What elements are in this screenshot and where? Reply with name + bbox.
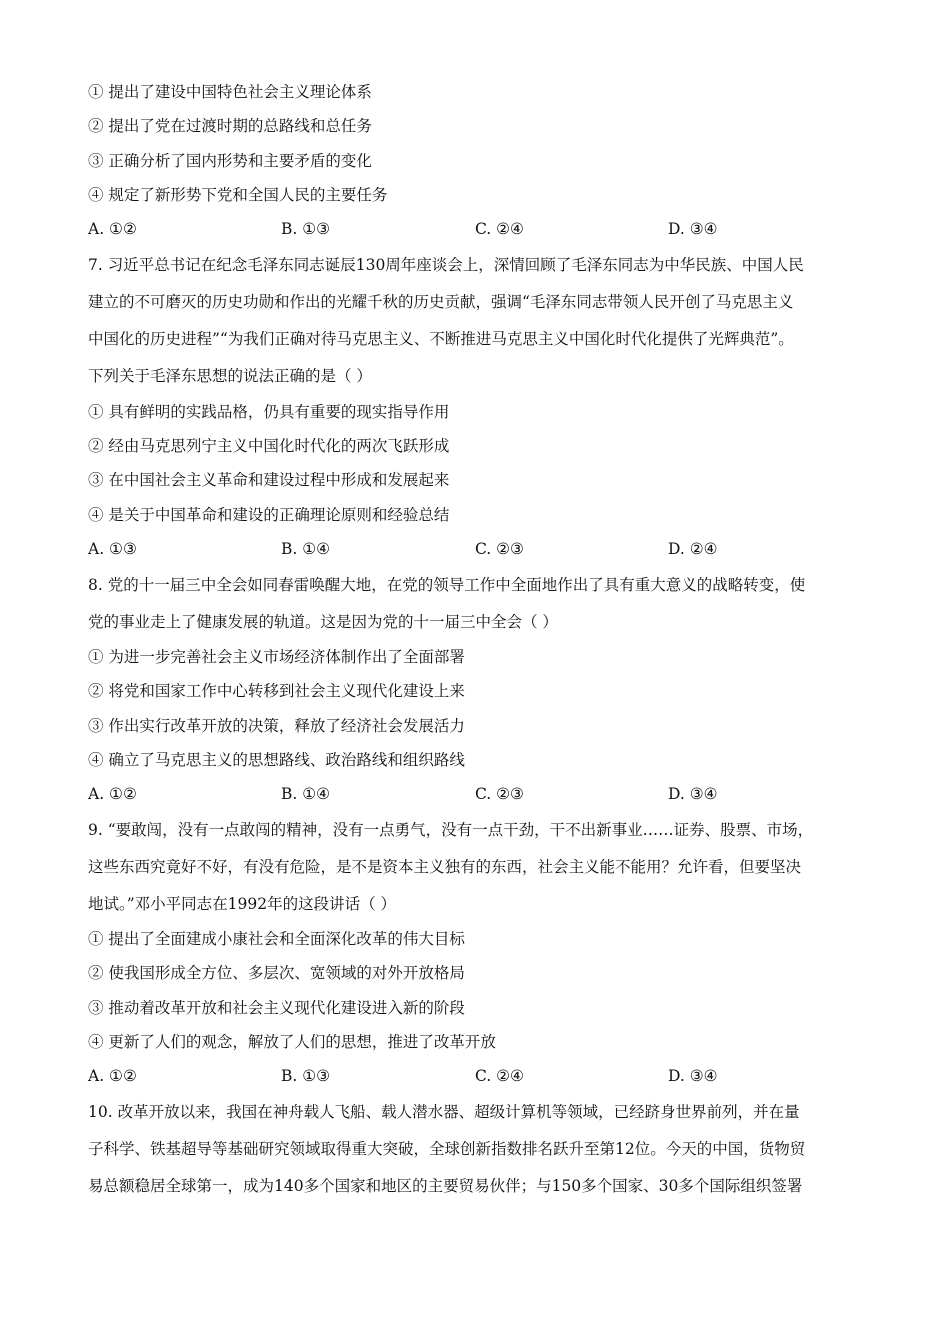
q9-stem-line-1: 9. “要敢闯，没有一点敢闯的精神，没有一点勇气，没有一点干劲，干不出新事业……证券、股票、市场，: [88, 821, 814, 839]
q7-item-1: ① 具有鲜明的实践品格，仍具有重要的现实指导作用: [88, 403, 450, 421]
q8-stem-line-1: 8. 党的十一届三中全会如同春雷唤醒大地，在党的领导工作中全面地作出了具有重大意义的战略转变，使: [88, 576, 806, 594]
q6-option-a[interactable]: A. ①②: [88, 220, 137, 238]
q6-item-2: ② 提出了党在过渡时期的总路线和总任务: [88, 117, 372, 135]
q7-option-d[interactable]: D. ②④: [668, 540, 718, 558]
q7-item-3: ③ 在中国社会主义革命和建设过程中形成和发展起来: [88, 471, 450, 489]
q7-option-a[interactable]: A. ①③: [88, 540, 137, 558]
q8-option-a[interactable]: A. ①②: [88, 785, 137, 803]
q9-option-b[interactable]: B. ①③: [281, 1067, 331, 1085]
q6-option-b[interactable]: B. ①③: [281, 220, 331, 238]
q7-option-c[interactable]: C. ②③: [475, 540, 524, 558]
q8-option-d[interactable]: D. ③④: [668, 785, 718, 803]
q6-option-d[interactable]: D. ③④: [668, 220, 718, 238]
q8-item-2: ② 将党和国家工作中心转移到社会主义现代化建设上来: [88, 682, 465, 700]
q9-stem-line-3: 地试。”邓小平同志在1992年的这段讲话（ ）: [88, 895, 397, 913]
q9-item-3: ③ 推动着改革开放和社会主义现代化建设进入新的阶段: [88, 999, 465, 1017]
q8-item-1: ① 为进一步完善社会主义市场经济体制作出了全面部署: [88, 648, 465, 666]
q8-item-3: ③ 作出实行改革开放的决策，释放了经济社会发展活力: [88, 717, 465, 735]
q8-stem-line-2: 党的事业走上了健康发展的轨道。这是因为党的十一届三中全会（ ）: [88, 613, 558, 631]
q8-item-4: ④ 确立了马克思主义的思想路线、政治路线和组织路线: [88, 751, 465, 769]
q7-stem-line-1: 7. 习近平总书记在纪念毛泽东同志诞辰130周年座谈会上，深情回顾了毛泽东同志为中华民族、中国人民: [88, 256, 804, 274]
q7-option-b[interactable]: B. ①④: [281, 540, 331, 558]
q9-item-4: ④ 更新了人们的观念，解放了人们的思想，推进了改革开放: [88, 1033, 496, 1051]
q7-item-2: ② 经由马克思列宁主义中国化时代化的两次飞跃形成: [88, 437, 450, 455]
q6-item-3: ③ 正确分析了国内形势和主要矛盾的变化: [88, 152, 372, 170]
q7-stem-line-3: 中国化的历史进程”“为我们正确对待马克思主义、不断推进马克思主义中国化时代化提供了光辉典范”。: [88, 330, 794, 348]
q9-option-a[interactable]: A. ①②: [88, 1067, 137, 1085]
q9-option-d[interactable]: D. ③④: [668, 1067, 718, 1085]
q8-option-c[interactable]: C. ②③: [475, 785, 524, 803]
q7-stem-line-4: 下列关于毛泽东思想的说法正确的是（ ）: [88, 367, 372, 385]
q7-item-4: ④ 是关于中国革命和建设的正确理论原则和经验总结: [88, 506, 450, 524]
q6-item-1: ① 提出了建设中国特色社会主义理论体系: [88, 83, 372, 101]
q10-stem-line-1: 10. 改革开放以来，我国在神舟载人飞船、载人潜水器、超级计算机等领域，已经跻身世界前列，并在量: [88, 1103, 800, 1121]
q10-stem-line-2: 子科学、铁基超导等基础研究领域取得重大突破，全球创新指数排名跃升至第12位。今天的中国，货物贸: [88, 1140, 806, 1158]
q9-item-1: ① 提出了全面建成小康社会和全面深化改革的伟大目标: [88, 930, 465, 948]
q9-option-c[interactable]: C. ②④: [475, 1067, 524, 1085]
q6-item-4: ④ 规定了新形势下党和全国人民的主要任务: [88, 186, 388, 204]
q10-stem-line-3: 易总额稳居全球第一，成为140多个国家和地区的主要贸易伙伴；与150多个国家、30多个国际组织签署: [88, 1177, 803, 1195]
q9-item-2: ② 使我国形成全方位、多层次、宽领域的对外开放格局: [88, 964, 465, 982]
q8-option-b[interactable]: B. ①④: [281, 785, 331, 803]
q9-stem-line-2: 这些东西究竟好不好，有没有危险，是不是资本主义独有的东西，社会主义能不能用？允许看，但要坚决: [88, 858, 802, 876]
q7-stem-line-2: 建立的不可磨灭的历史功勋和作出的光耀千秋的历史贡献，强调“毛泽东同志带领人民开创了马克思主义: [88, 293, 794, 311]
q6-option-c[interactable]: C. ②④: [475, 220, 524, 238]
